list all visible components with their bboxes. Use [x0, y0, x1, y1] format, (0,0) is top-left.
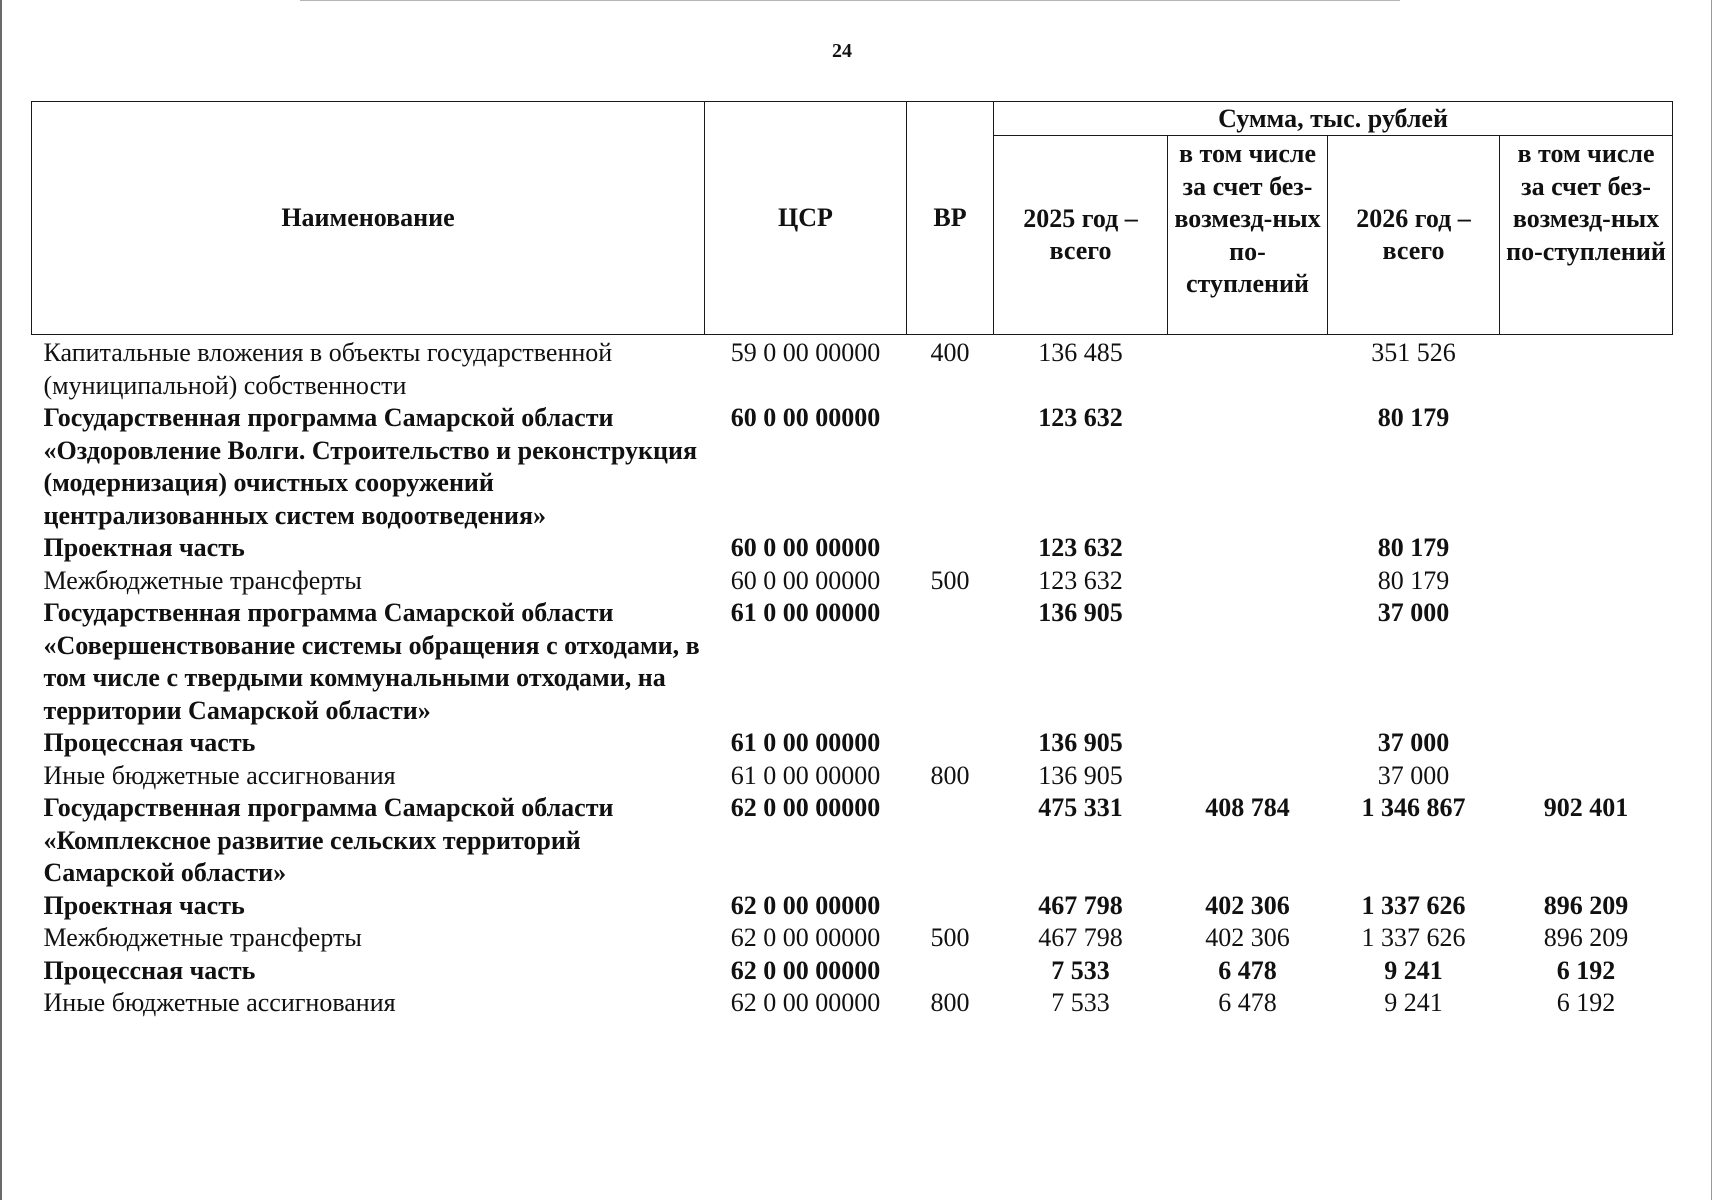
- row-2026-free-cell: [1500, 760, 1673, 793]
- row-2025-total-cell: 475 331: [1038, 793, 1123, 822]
- row-2025-total-cell: 467 798: [1038, 923, 1123, 952]
- row-name-cell: Иные бюджетные ассигнования: [43, 988, 396, 1017]
- row-2025-free-cell: [1168, 532, 1328, 565]
- budget-table: [31, 101, 1673, 1020]
- row-2025-free-cell: 6 478: [1218, 955, 1277, 985]
- table-row: [32, 987, 1673, 1020]
- table-row: [32, 727, 1673, 760]
- header-year2-total: 2026 год – всего: [1328, 136, 1500, 335]
- row-csr-cell: 60 0 00 00000: [730, 565, 881, 595]
- row-2026-free-cell: [1500, 597, 1673, 727]
- header-csr: ЦСР: [705, 102, 907, 335]
- table-body: [32, 335, 1673, 1020]
- table-row: [32, 402, 1673, 532]
- row-csr-cell: 62 0 00 00000: [730, 890, 881, 920]
- row-2026-free-cell: [1500, 402, 1673, 532]
- row-name-cell: Государственная программа Самарской области «Оздоровление Волги. Строительство и реконструкция (модернизация) очистных сооружений централизованных систем водоотведения»: [43, 403, 698, 530]
- header-name: Наименование: [32, 102, 705, 335]
- row-csr-cell: 61 0 00 00000: [730, 728, 881, 757]
- row-2026-total-cell: 1 337 626: [1361, 923, 1466, 952]
- row-2026-total-cell: 80 179: [1377, 403, 1450, 432]
- row-2025-total-cell: 136 905: [1038, 728, 1123, 757]
- page-number: 24: [832, 40, 852, 62]
- row-vr-cell: [907, 792, 994, 890]
- row-vr-cell: [907, 955, 994, 988]
- row-name-cell: Межбюджетные трансферты: [43, 923, 362, 952]
- row-name-cell: Капитальные вложения в объекты государственной (муниципальной) собственности: [43, 338, 613, 400]
- row-csr-cell: 60 0 00 00000: [730, 533, 881, 562]
- row-vr-cell: [907, 727, 994, 760]
- row-2025-total-cell: 7 533: [1051, 955, 1110, 985]
- header-sum-group: Сумма, тыс. рублей: [994, 102, 1673, 136]
- row-2025-total-cell: 136 905: [1038, 760, 1123, 790]
- table-row: [32, 760, 1673, 793]
- row-csr-cell: 62 0 00 00000: [730, 923, 881, 952]
- row-2025-free-cell: 402 306: [1205, 890, 1290, 920]
- table-row: [32, 532, 1673, 565]
- row-2026-total-cell: 9 241: [1384, 988, 1443, 1017]
- row-vr-cell: [907, 597, 994, 727]
- row-name-cell: Межбюджетные трансферты: [43, 565, 362, 595]
- row-vr-cell: [907, 402, 994, 532]
- row-2025-free-cell: [1168, 727, 1328, 760]
- row-vr-cell: [907, 890, 994, 923]
- row-2026-total-cell: 37 000: [1377, 728, 1450, 757]
- row-2025-total-cell: 136 905: [1038, 598, 1123, 627]
- row-name-cell: Процессная часть: [43, 728, 256, 757]
- header-vr: ВР: [907, 102, 994, 335]
- scan-edge-top: [300, 0, 1400, 1]
- row-2025-total-cell: 123 632: [1038, 403, 1123, 432]
- table-row: [32, 335, 1673, 403]
- row-2026-free-cell: 896 209: [1543, 890, 1629, 920]
- row-name-cell: Проектная часть: [43, 533, 245, 562]
- row-vr-cell: 500: [930, 923, 970, 952]
- row-vr-cell: 800: [930, 760, 970, 790]
- row-2025-free-cell: 408 784: [1205, 793, 1290, 822]
- row-2026-free-cell: [1500, 532, 1673, 565]
- row-csr-cell: 62 0 00 00000: [730, 793, 881, 822]
- row-vr-cell: 400: [930, 338, 970, 367]
- row-2026-total-cell: 351 526: [1371, 338, 1456, 367]
- header-year1-total: 2025 год – всего: [994, 136, 1168, 335]
- row-2026-free-cell: [1500, 727, 1673, 760]
- row-2026-total-cell: 9 241: [1384, 955, 1443, 985]
- row-2025-total-cell: 7 533: [1051, 988, 1110, 1017]
- table-row: [32, 922, 1673, 955]
- row-name-cell: Иные бюджетные ассигнования: [43, 760, 396, 790]
- row-vr-cell: [907, 532, 994, 565]
- table-row: [32, 890, 1673, 923]
- row-2025-total-cell: 136 485: [1038, 338, 1123, 367]
- row-2025-free-cell: [1168, 565, 1328, 598]
- row-vr-cell: 500: [930, 565, 970, 595]
- table-header: [32, 102, 1673, 335]
- row-2026-total-cell: 1 337 626: [1361, 890, 1466, 920]
- row-2026-total-cell: 1 346 867: [1361, 793, 1466, 822]
- row-2026-free-cell: [1500, 335, 1673, 403]
- row-csr-cell: 59 0 00 00000: [730, 338, 881, 367]
- row-2025-free-cell: [1168, 335, 1328, 403]
- table-row: [32, 955, 1673, 988]
- row-2025-total-cell: 123 632: [1038, 565, 1123, 595]
- row-2026-free-cell: 902 401: [1543, 793, 1629, 822]
- row-2025-free-cell: 6 478: [1218, 988, 1277, 1017]
- row-2026-free-cell: 6 192: [1556, 988, 1616, 1017]
- scan-edge-left: [0, 0, 2, 1200]
- row-csr-cell: 61 0 00 00000: [730, 598, 881, 627]
- row-name-cell: Государственная программа Самарской области «Совершенствование системы обращения с отходами, в том числе с твердыми коммунальными отходами, на территории Самарской области»: [43, 598, 700, 725]
- row-2025-total-cell: 467 798: [1038, 890, 1123, 920]
- row-2026-total-cell: 80 179: [1377, 565, 1450, 595]
- row-csr-cell: 60 0 00 00000: [730, 403, 881, 432]
- row-2026-free-cell: 896 209: [1543, 923, 1629, 952]
- row-2026-free-cell: 6 192: [1556, 955, 1616, 985]
- row-vr-cell: 800: [930, 988, 970, 1017]
- row-2026-total-cell: 37 000: [1377, 760, 1450, 790]
- row-2025-free-cell: 402 306: [1205, 923, 1290, 952]
- row-2026-free-cell: [1500, 565, 1673, 598]
- table-row: [32, 792, 1673, 890]
- row-2025-free-cell: [1168, 402, 1328, 532]
- row-2026-total-cell: 37 000: [1377, 598, 1450, 627]
- row-name-cell: Процессная часть: [43, 955, 256, 985]
- row-name-cell: Проектная часть: [43, 890, 245, 920]
- row-2025-free-cell: [1168, 760, 1328, 793]
- row-2025-free-cell: [1168, 597, 1328, 727]
- header-year1-free: в том числе за счет без-возмезд-ных по-ступлений: [1168, 136, 1328, 335]
- table-row: [32, 597, 1673, 727]
- row-csr-cell: 62 0 00 00000: [730, 988, 881, 1017]
- row-csr-cell: 62 0 00 00000: [730, 955, 881, 985]
- row-2025-total-cell: 123 632: [1038, 533, 1123, 562]
- header-year2-free: в том числе за счет без-возмезд-ных по-ступлений: [1500, 136, 1673, 335]
- row-csr-cell: 61 0 00 00000: [730, 760, 881, 790]
- table-row: [32, 565, 1673, 598]
- row-2026-total-cell: 80 179: [1377, 533, 1450, 562]
- row-name-cell: Государственная программа Самарской области «Комплексное развитие сельских территорий Самарской области»: [43, 793, 614, 887]
